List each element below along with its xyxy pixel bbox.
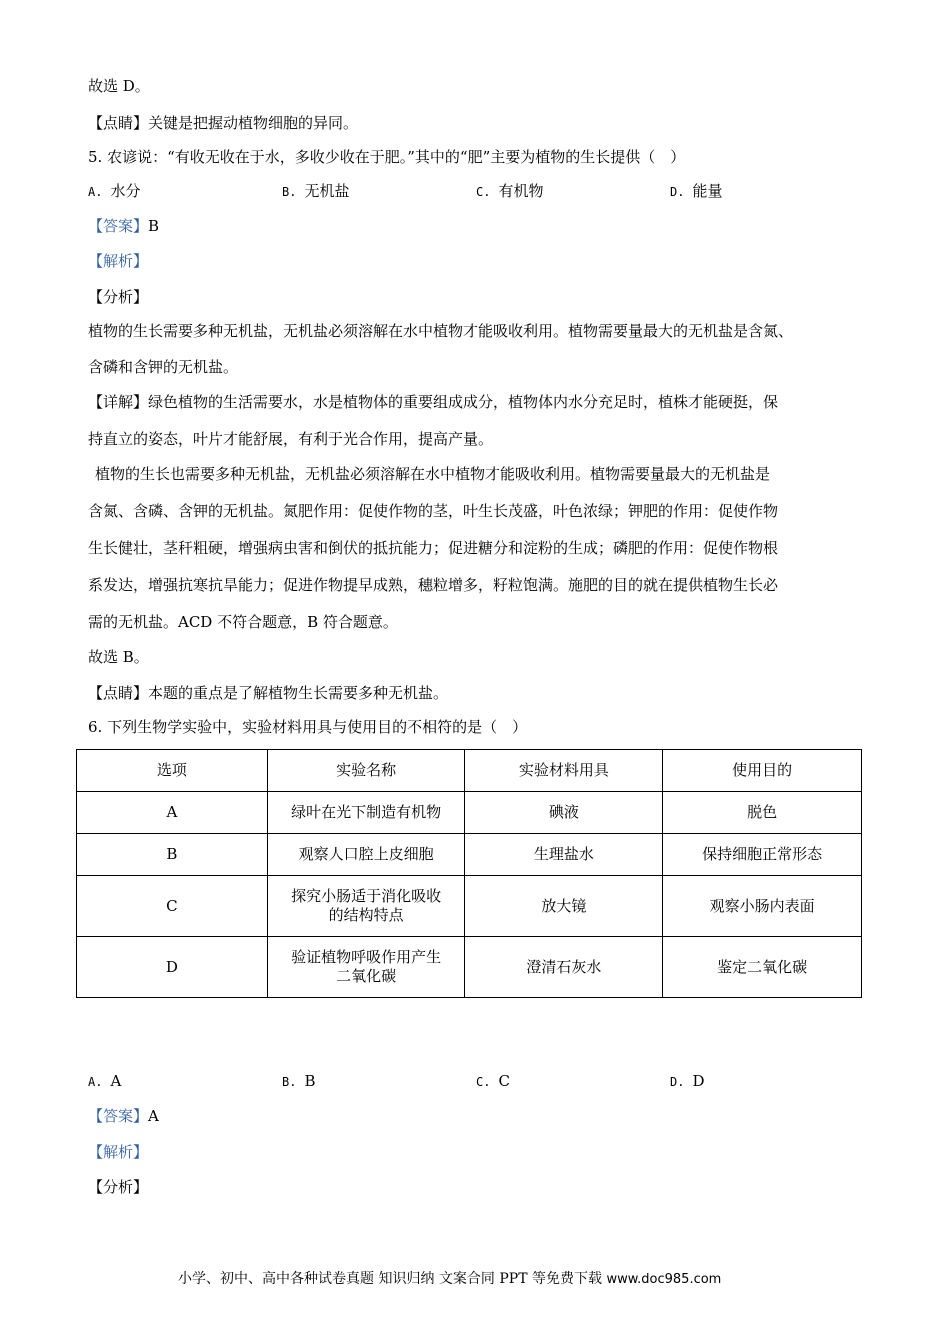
- table-cell-experiment: 观察人口腔上皮细胞: [267, 834, 465, 876]
- q5-fenxi-line-1: 植物的生长需要多种无机盐，无机盐必须溶解在水中植物才能吸收利用。植物需要量最大的无机盐是含氮、: [88, 322, 794, 340]
- q5-comment: [88, 683, 448, 703]
- q5-option-c-text: 有机物: [498, 182, 544, 200]
- table-header-purpose: 使用目的: [663, 750, 862, 792]
- q6-fenxi-tag: 【分析】: [88, 1178, 149, 1196]
- table-cell-option: D: [77, 937, 268, 998]
- table-header-row: [77, 750, 862, 792]
- q4-comment-text: 关键是把握动植物细胞的异同。: [148, 114, 359, 132]
- experiment-table: [76, 749, 862, 998]
- q5-option-d-letter: D.: [670, 185, 685, 199]
- q6-answer: [88, 1106, 159, 1126]
- q5-option-a-text: 水分: [110, 182, 141, 200]
- q6-option-a: [88, 1071, 121, 1092]
- q5-option-a: [88, 181, 140, 202]
- table-cell-purpose: 鉴定二氧化碳: [663, 937, 862, 998]
- table-row: [77, 834, 862, 876]
- table-cell-purpose: 保持细胞正常形态: [663, 834, 862, 876]
- q6-option-b-text: B: [304, 1072, 316, 1090]
- table-cell-option: B: [77, 834, 268, 876]
- q5-comment-tag: 【点睛】: [88, 684, 149, 702]
- q5-detail-line-4: 含氮、含磷、含钾的无机盐。氮肥作用：促使作物的茎，叶生长茂盛，叶色浓绿；钾肥的作用：促使作物: [88, 502, 779, 520]
- table-cell-experiment-line-1: 验证植物呼吸作用产生: [291, 948, 442, 966]
- q5-detail-line-5: 生长健壮，茎秆粗硬，增强病虫害和倒伏的抵抗能力；促进糖分和淀粉的生成；磷肥的作用：促使作物根: [88, 539, 779, 557]
- table-header-option: 选项: [77, 750, 268, 792]
- q5-answer-value: B: [148, 217, 160, 235]
- q5-fenxi-line-2: 含磷和含钾的无机盐。: [88, 358, 239, 376]
- table-header-material: 实验材料用具: [465, 750, 663, 792]
- q5-choice: 故选 B。: [88, 648, 149, 666]
- q5-option-c-letter: C.: [476, 185, 491, 199]
- q5-detail-line-6: 系发达，增强抗寒抗旱能力；促进作物提早成熟，穗粒增多，籽粒饱满。施肥的目的就在提供植物生长必: [88, 576, 779, 594]
- table-header-experiment: 实验名称: [267, 750, 465, 792]
- table-cell-material: 澄清石灰水: [465, 937, 663, 998]
- q6-option-b: [282, 1071, 315, 1092]
- table-cell-experiment: [267, 876, 465, 937]
- q5-answer: [88, 216, 159, 236]
- q5-option-a-letter: A.: [88, 185, 103, 199]
- q5-fenxi-tag: 【分析】: [88, 288, 149, 306]
- table-cell-purpose: 脱色: [663, 792, 862, 834]
- q6-analysis-tag: 【解析】: [88, 1143, 149, 1161]
- q6-option-c: [476, 1071, 510, 1092]
- page-footer: [178, 1269, 721, 1290]
- footer-link[interactable]: www.doc985.com: [606, 1272, 722, 1287]
- q6-answer-value: A: [148, 1107, 159, 1125]
- q5-detail-tag: 【详解】: [88, 393, 149, 411]
- table-cell-purpose: 观察小肠内表面: [663, 876, 862, 937]
- table-row: [77, 792, 862, 834]
- q5-detail-text-1: 绿色植物的生活需要水，水是植物体的重要组成成分，植物体内水分充足时，植株才能硬挺，保: [148, 393, 779, 411]
- table-cell-experiment-line-2: 二氧化碳: [336, 967, 397, 985]
- q5-detail-line-7: 需的无机盐。ACD 不符合题意，B 符合题意。: [88, 613, 398, 631]
- table-cell-experiment: 绿叶在光下制造有机物: [267, 792, 465, 834]
- table-row: [77, 876, 862, 937]
- q5-detail-line-2: 持直立的姿态，叶片才能舒展，有利于光合作用，提高产量。: [88, 430, 494, 448]
- table-cell-experiment: [267, 937, 465, 998]
- table-cell-experiment-line-1: 探究小肠适于消化吸收: [291, 887, 442, 905]
- q6-option-d: [670, 1071, 704, 1092]
- table-cell-material: 放大镜: [465, 876, 663, 937]
- q5-option-d: [670, 181, 722, 202]
- q6-option-a-letter: A.: [88, 1075, 103, 1089]
- table-cell-option: C: [77, 876, 268, 937]
- q6-option-c-letter: C.: [476, 1075, 491, 1089]
- q4-comment: [88, 113, 358, 133]
- q5-option-b-letter: B.: [282, 185, 297, 199]
- q6-option-d-letter: D.: [670, 1075, 685, 1089]
- q6-answer-tag: 【答案】: [88, 1107, 149, 1125]
- table-cell-material: 生理盐水: [465, 834, 663, 876]
- q5-analysis-tag: 【解析】: [88, 252, 149, 270]
- q6-stem: 6. 下列生物学实验中，实验材料用具与使用目的不相符的是（ ）: [88, 718, 528, 736]
- table-row: [77, 937, 862, 998]
- q5-detail-line-3: 植物的生长也需要多种无机盐，无机盐必须溶解在水中植物才能吸收利用。植物需要量最大的无机盐是: [95, 465, 771, 483]
- q5-option-b-text: 无机盐: [304, 182, 350, 200]
- q5-option-b: [282, 181, 349, 202]
- q5-answer-tag: 【答案】: [88, 217, 149, 235]
- table-cell-option: A: [77, 792, 268, 834]
- q5-comment-text: 本题的重点是了解植物生长需要多种无机盐。: [148, 684, 449, 702]
- q6-option-b-letter: B.: [282, 1075, 297, 1089]
- q4-comment-tag: 【点睛】: [88, 114, 149, 132]
- table-cell-experiment-line-2: 的结构特点: [328, 906, 404, 924]
- q6-option-d-text: D: [692, 1072, 705, 1090]
- q4-choice: 故选 D。: [88, 77, 150, 95]
- q5-option-d-text: 能量: [692, 182, 723, 200]
- q5-stem: 5. 农谚说：“有收无收在于水，多收少收在于肥。”其中的“肥”主要为植物的生长提供（ ）: [88, 148, 686, 166]
- footer-text: 小学、初中、高中各种试卷真题 知识归纳 文案合同 PPT 等免费下载: [178, 1271, 602, 1287]
- table-cell-material: 碘液: [465, 792, 663, 834]
- q5-detail-line-1: [88, 392, 778, 412]
- q6-option-c-text: C: [498, 1072, 510, 1090]
- q6-option-a-text: A: [110, 1072, 122, 1090]
- q5-option-c: [476, 181, 543, 202]
